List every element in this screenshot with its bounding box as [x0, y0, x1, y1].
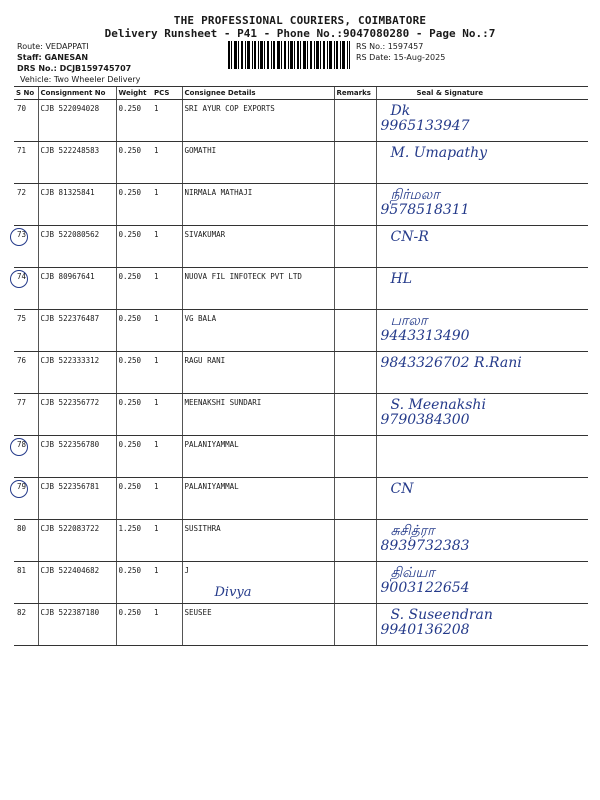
col-remarks: Remarks [334, 87, 376, 100]
runsheet-subtitle: Delivery Runsheet - P41 - Phone No.:9047080280 - Page No.:7 [104, 27, 496, 40]
table-row [14, 142, 588, 184]
col-pcs: PCS [152, 87, 182, 100]
signature-cell [376, 562, 588, 604]
weight-text: 0.250 [118, 146, 142, 155]
weight-cell [116, 562, 152, 604]
consignment-no-cell [38, 100, 116, 142]
pcs-cell [152, 604, 182, 646]
weight-text: 0.250 [118, 356, 142, 365]
table-row [14, 184, 588, 226]
col-consignment: Consignment No [38, 87, 116, 100]
consignee-cell [182, 562, 334, 604]
sno-cell [14, 310, 38, 352]
sno-text: 79 [16, 482, 26, 491]
consignment-no-text: CJB 522404682 [40, 566, 100, 575]
consignment-no-text: CJB 522356772 [40, 398, 100, 407]
weight-cell [116, 520, 152, 562]
signature-cell [376, 100, 588, 142]
remarks-cell [334, 520, 376, 562]
sno-text: 73 [16, 230, 26, 239]
pcs-cell [152, 184, 182, 226]
consignment-no-cell [38, 604, 116, 646]
signature-mark: பாலா [390, 313, 428, 329]
col-sno: S No [14, 87, 38, 100]
weight-text: 0.250 [118, 272, 142, 281]
table-row [14, 226, 588, 268]
consignee-text: SUSITHRA [184, 524, 221, 533]
consignment-no-text: CJB 81325841 [40, 188, 95, 197]
pcs-cell [152, 562, 182, 604]
weight-text: 0.250 [118, 608, 142, 617]
pcs-text: 1 [154, 272, 159, 281]
pcs-text: 1 [154, 482, 159, 491]
circled-mark [10, 480, 28, 498]
consignment-no-cell [38, 352, 116, 394]
weight-cell [116, 352, 152, 394]
pcs-cell [152, 100, 182, 142]
weight-text: 0.250 [118, 398, 142, 407]
pcs-cell [152, 478, 182, 520]
weight-text: 0.250 [118, 314, 142, 323]
consignee-cell [182, 604, 334, 646]
sno-cell [14, 478, 38, 520]
table-row [14, 352, 588, 394]
consignee-cell [182, 100, 334, 142]
weight-cell [116, 142, 152, 184]
consignee-cell [182, 268, 334, 310]
pcs-text: 1 [154, 104, 159, 113]
consignment-no-text: CJB 522094028 [40, 104, 100, 113]
weight-text: 0.250 [118, 482, 142, 491]
remarks-cell [334, 352, 376, 394]
circled-mark [10, 438, 28, 456]
remarks-cell [334, 226, 376, 268]
pcs-text: 1 [154, 230, 159, 239]
signature-mark: S. Meenakshi [390, 397, 486, 413]
col-signature: Seal & Signature [376, 87, 588, 100]
table-row [14, 436, 588, 478]
consignee-text: SEUSEE [184, 608, 212, 617]
sno-cell [14, 520, 38, 562]
consignee-cell [182, 520, 334, 562]
signature-cell [376, 142, 588, 184]
staff-label: Staff: GANESAN [17, 53, 89, 62]
pcs-text: 1 [154, 566, 159, 575]
consignee-text: NUOVA FIL INFOTECK PVT LTD [184, 272, 302, 281]
handwritten-phone: 9843326702 R.Rani [380, 355, 522, 371]
pcs-cell [152, 394, 182, 436]
sno-text: 82 [17, 608, 27, 617]
consignee-cell [182, 310, 334, 352]
sno-cell [14, 562, 38, 604]
sno-cell [14, 184, 38, 226]
signature-mark: M. Umapathy [390, 145, 488, 161]
table-row [14, 520, 588, 562]
signature-mark: நிர்மலா [390, 187, 440, 203]
consignee-text: PALANIYAMMAL [184, 482, 239, 491]
remarks-cell [334, 142, 376, 184]
drs-label: DRS No.: DCJB159745707 [17, 64, 132, 73]
consignee-text: VG BALA [184, 314, 217, 323]
weight-text: 0.250 [118, 440, 142, 449]
consignee-cell [182, 478, 334, 520]
signature-mark: சுசித்ரா [390, 523, 435, 539]
pcs-cell [152, 352, 182, 394]
consignee-text: J [184, 566, 190, 575]
table-header-row [14, 87, 588, 100]
runsheet-table [14, 86, 588, 646]
sno-text: 78 [16, 440, 26, 449]
consignment-no-cell [38, 520, 116, 562]
signature-mark: HL [390, 271, 413, 287]
pcs-text: 1 [154, 440, 159, 449]
consignee-cell [182, 436, 334, 478]
sno-cell [14, 100, 38, 142]
pcs-cell [152, 268, 182, 310]
signature-mark: Dk [390, 103, 411, 119]
signature-cell [376, 352, 588, 394]
circled-mark [10, 228, 28, 246]
consignment-no-text: CJB 522387180 [40, 608, 100, 617]
pcs-text: 1 [154, 146, 159, 155]
weight-text: 0.250 [118, 230, 142, 239]
barcode-image [228, 41, 350, 69]
rs-date: RS Date: 15-Aug-2025 [356, 53, 446, 62]
consignee-text: SIVAKUMAR [184, 230, 226, 239]
remarks-cell [334, 184, 376, 226]
consignment-no-text: CJB 522356780 [40, 440, 100, 449]
signature-cell [376, 226, 588, 268]
sno-cell [14, 436, 38, 478]
sno-text: 80 [17, 524, 27, 533]
sno-text: 76 [17, 356, 27, 365]
pcs-cell [152, 520, 182, 562]
table-row [14, 478, 588, 520]
remarks-cell [334, 268, 376, 310]
sno-cell [14, 604, 38, 646]
signature-cell [376, 478, 588, 520]
sno-cell [14, 352, 38, 394]
handwritten-phone: 9578518311 [380, 202, 470, 218]
weight-text: 0.250 [118, 188, 142, 197]
col-consignee: Consignee Details [182, 87, 334, 100]
signature-cell [376, 520, 588, 562]
sno-cell [14, 268, 38, 310]
signature-cell [376, 604, 588, 646]
signature-mark: திவ்யா [390, 565, 435, 581]
consignee-text: MEENAKSHI SUNDARI [184, 398, 262, 407]
consignee-cell [182, 394, 334, 436]
weight-cell [116, 394, 152, 436]
handwritten-phone: 8939732383 [380, 538, 470, 554]
weight-cell [116, 226, 152, 268]
weight-cell [116, 268, 152, 310]
signature-cell [376, 394, 588, 436]
consignment-no-cell [38, 562, 116, 604]
consignee-text: PALANIYAMMAL [184, 440, 239, 449]
sno-text: 71 [17, 146, 27, 155]
consignment-no-cell [38, 310, 116, 352]
remarks-cell [334, 478, 376, 520]
handwritten-phone: 9790384300 [380, 412, 470, 428]
remarks-cell [334, 310, 376, 352]
sno-cell [14, 394, 38, 436]
handwritten-note: Divya [214, 585, 252, 600]
consignee-cell [182, 352, 334, 394]
sno-text: 72 [17, 188, 27, 197]
sno-text: 75 [17, 314, 27, 323]
consignment-no-cell [38, 478, 116, 520]
consignment-no-text: CJB 522083722 [40, 524, 100, 533]
consignment-no-cell [38, 394, 116, 436]
signature-mark: S. Suseendran [390, 607, 493, 623]
table-row [14, 604, 588, 646]
handwritten-phone: 9443313490 [380, 328, 470, 344]
signature-cell [376, 184, 588, 226]
weight-cell [116, 184, 152, 226]
signature-mark: CN-R [390, 229, 429, 245]
consignee-cell [182, 142, 334, 184]
handwritten-phone: 9003122654 [380, 580, 470, 596]
remarks-cell [334, 100, 376, 142]
weight-text: 1.250 [118, 524, 142, 533]
consignee-text: GOMATHI [184, 146, 217, 155]
pcs-text: 1 [154, 314, 159, 323]
remarks-cell [334, 394, 376, 436]
weight-text: 0.250 [118, 104, 142, 113]
consignee-cell [182, 184, 334, 226]
sno-cell [14, 226, 38, 268]
weight-text: 0.250 [118, 566, 142, 575]
weight-cell [116, 100, 152, 142]
signature-cell [376, 268, 588, 310]
remarks-cell [334, 604, 376, 646]
pcs-cell [152, 436, 182, 478]
sno-text: 74 [16, 272, 26, 281]
remarks-cell [334, 562, 376, 604]
consignee-text: NIRMALA MATHAJI [184, 188, 253, 197]
remarks-cell [334, 436, 376, 478]
circled-mark [10, 270, 28, 288]
signature-cell [376, 436, 588, 478]
vehicle-label: Vehicle: Two Wheeler Delivery [20, 75, 141, 84]
table-row [14, 394, 588, 436]
sno-text: 77 [17, 398, 27, 407]
rs-number: RS No.: 1597457 [356, 42, 424, 51]
weight-cell [116, 604, 152, 646]
sno-cell [14, 142, 38, 184]
pcs-text: 1 [154, 398, 159, 407]
pcs-text: 1 [154, 524, 159, 533]
consignment-no-cell [38, 268, 116, 310]
sno-text: 70 [17, 104, 27, 113]
weight-cell [116, 478, 152, 520]
pcs-text: 1 [154, 608, 159, 617]
consignee-text: SRI AYUR COP EXPORTS [184, 104, 275, 113]
consignment-no-cell [38, 436, 116, 478]
consignment-no-text: CJB 522356781 [40, 482, 100, 491]
consignee-cell [182, 226, 334, 268]
consignment-no-text: CJB 522333312 [40, 356, 100, 365]
table-row [14, 268, 588, 310]
pcs-cell [152, 310, 182, 352]
table-row [14, 100, 588, 142]
signature-cell [376, 310, 588, 352]
handwritten-phone: 9940136208 [380, 622, 470, 638]
consignment-no-text: CJB 80967641 [40, 272, 95, 281]
weight-cell [116, 436, 152, 478]
route-label: Route: VEDAPPATI [17, 42, 89, 51]
pcs-text: 1 [154, 356, 159, 365]
sno-text: 81 [17, 566, 27, 575]
pcs-cell [152, 142, 182, 184]
consignment-no-text: CJB 522376487 [40, 314, 100, 323]
table-row [14, 562, 588, 604]
consignment-no-cell [38, 142, 116, 184]
company-title: THE PROFESSIONAL COURIERS, COIMBATORE [173, 14, 427, 27]
consignment-no-cell [38, 226, 116, 268]
consignee-text: RAGU RANI [184, 356, 226, 365]
weight-cell [116, 310, 152, 352]
pcs-text: 1 [154, 188, 159, 197]
pcs-cell [152, 226, 182, 268]
consignment-no-cell [38, 184, 116, 226]
table-row [14, 310, 588, 352]
col-weight: Weight [116, 87, 152, 100]
consignment-no-text: CJB 522080562 [40, 230, 100, 239]
handwritten-phone: 9965133947 [380, 118, 470, 134]
signature-mark: CN [390, 481, 414, 497]
consignment-no-text: CJB 522248583 [40, 146, 100, 155]
